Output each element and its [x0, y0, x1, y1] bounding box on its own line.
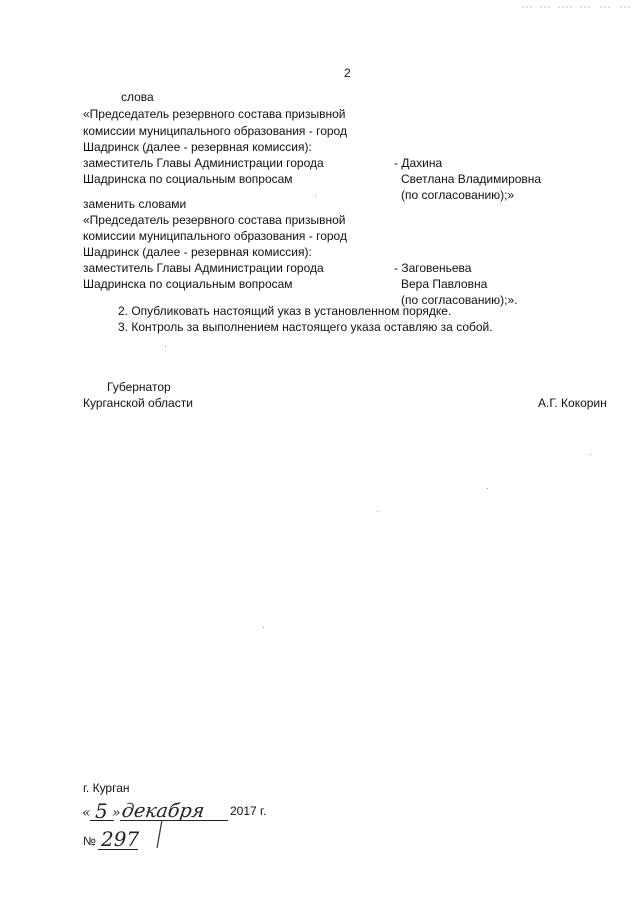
block2-person-note: (по согласованию);».	[401, 293, 518, 307]
date-year: 2017 г.	[230, 804, 267, 818]
block1-person-note: (по согласованию);»	[401, 188, 515, 202]
block2-person-name: Вера Павловна	[401, 277, 488, 291]
number-value: 297	[101, 827, 140, 851]
block2-intro: заменить словами	[83, 197, 187, 211]
signature-title-1: Губернатор	[107, 380, 171, 394]
pen-stroke-mark	[148, 818, 168, 852]
date-day: 5	[95, 799, 108, 823]
item-3: 3. Контроль за выполнением настоящего указа оставляю за собой.	[118, 320, 493, 334]
block2-line: «Председатель резервного состава призывной	[83, 213, 346, 227]
number-label: №	[83, 834, 96, 848]
block1-line: «Председатель резервного состава призывной	[83, 107, 346, 121]
date-day-underline	[90, 820, 114, 821]
scan-speck	[263, 627, 264, 628]
scan-speck	[165, 346, 166, 347]
top-edge-scan-marks	[520, 4, 635, 10]
block2-line: комиссии муниципального образования - город	[83, 229, 347, 243]
scan-speck	[377, 511, 378, 512]
date-open-quote: «	[82, 805, 91, 821]
number-underline	[98, 849, 138, 850]
block2-line: Шадринск (далее - резервная комиссия):	[83, 245, 312, 259]
block1-line: Шадринска по социальным вопросам	[83, 172, 293, 186]
date-month: декабря	[120, 800, 206, 822]
date-close-quote: »	[112, 805, 121, 821]
date-month-underline	[120, 820, 228, 821]
block1-intro: слова	[121, 90, 154, 104]
block1-person-name: Светлана Владимировна	[401, 172, 542, 186]
page-number: 2	[344, 66, 351, 80]
block2-line: Шадринска по социальным вопросам	[83, 277, 293, 291]
block1-person-surname: - Дахина	[394, 156, 443, 170]
item-2: 2. Опубликовать настоящий указ в установленном порядке.	[118, 304, 452, 318]
block1-line: Шадринск (далее - резервная комиссия):	[83, 140, 312, 154]
signature-title-2: Курганской области	[83, 396, 193, 410]
block1-line: заместитель Главы Администрации города	[83, 156, 324, 170]
scan-speck	[590, 454, 591, 455]
signature-name: А.Г. Кокорин	[538, 396, 607, 410]
scan-speck	[487, 488, 488, 489]
block1-line: комиссии муниципального образования - город	[83, 124, 347, 138]
block2-person-surname: - Заговеньева	[394, 261, 472, 275]
block2-line: заместитель Главы Администрации города	[83, 261, 324, 275]
footer-city: г. Курган	[83, 781, 130, 795]
scan-speck	[315, 195, 316, 196]
